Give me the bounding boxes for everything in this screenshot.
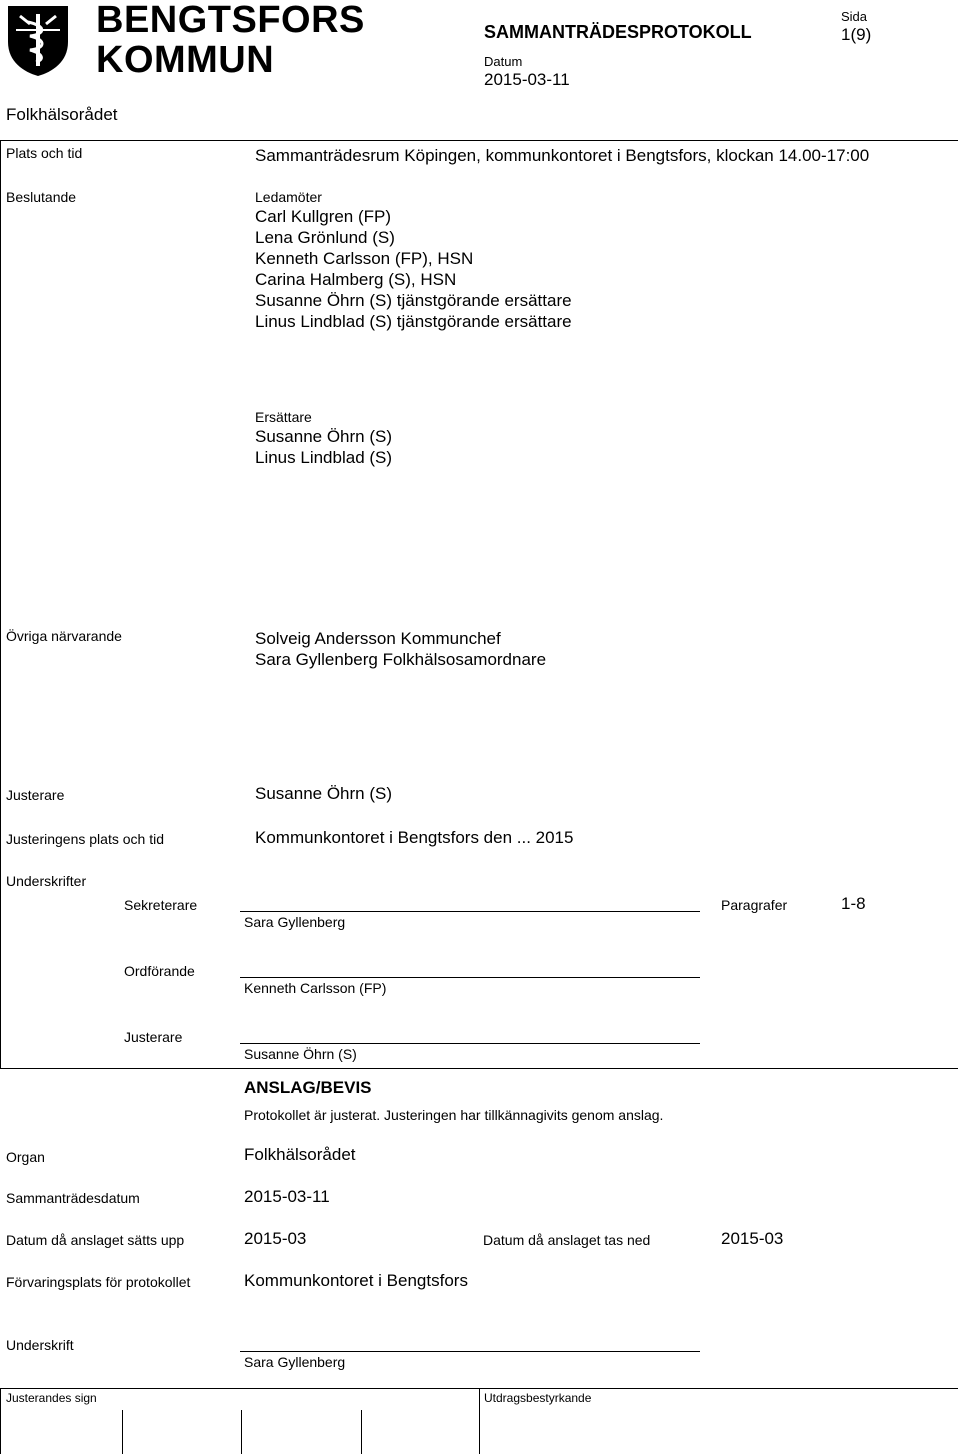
datum-value: 2015-03-11 [484,70,570,89]
ledamot-6: Linus Lindblad (S) tjänstgörande ersättare [255,312,572,331]
organ-value: Folkhälsorådet [244,1145,356,1164]
sign-box-divider-3 [361,1410,362,1454]
justering-value: Kommunkontoret i Bengtsfors den ... 2015 [255,828,574,847]
datum-label: Datum [484,54,523,69]
sammantradesdatum-label: Sammanträdesdatum [6,1190,140,1206]
logo-line-1: BENGTSFORS [96,0,365,41]
underskrift-label: Underskrift [6,1337,74,1353]
ordforande-signature-line [240,977,700,978]
sekreterare-label: Sekreterare [124,897,198,913]
ersattare-2: Linus Lindblad (S) [255,448,393,467]
justerare-name: Susanne Öhrn (S) [244,1046,357,1062]
forvaring-value: Kommunkontoret i Bengtsfors [244,1271,468,1290]
anslag-top-rule [0,1068,958,1069]
footer-left-line [0,1388,1,1454]
sekreterare-signature-line [240,911,700,912]
sida-value: 1(9) [841,25,872,44]
underskrift-signature-line [240,1351,700,1352]
ledamoter-heading: Ledamöter [255,189,322,205]
ned-value: 2015-03 [721,1229,784,1248]
plats-label: Plats och tid [6,145,83,161]
ledamot-2: Lena Grönlund (S) [255,228,395,247]
ned-label: Datum då anslaget tas ned [483,1232,651,1248]
forvaring-label: Förvaringsplats för protokollet [6,1274,191,1290]
paragrafer-label: Paragrafer [721,897,788,913]
beslutande-label: Beslutande [6,189,77,205]
ersattare-1: Susanne Öhrn (S) [255,427,393,446]
ledamot-1: Carl Kullgren (FP) [255,207,392,226]
logo-line-2: KOMMUN [96,39,275,81]
upp-value: 2015-03 [244,1229,307,1248]
sekreterare-name: Sara Gyllenberg [244,914,346,930]
left-frame-line [0,140,1,1068]
sida-label: Sida [841,9,868,24]
organ-label: Organ [6,1149,45,1165]
underskrifter-label: Underskrifter [6,873,87,889]
footer-middle-line [479,1388,480,1454]
ovriga-label: Övriga närvarande [6,628,122,644]
ordforande-name: Kenneth Carlsson (FP) [244,980,387,996]
justerandes-sign-label: Justerandes sign [6,1391,97,1405]
ledamot-4: Carina Halmberg (S), HSN [255,270,457,289]
anslag-title: ANSLAG/BEVIS [244,1078,372,1097]
header-rule [0,140,958,141]
ledamot-3: Kenneth Carlsson (FP), HSN [255,249,474,268]
coat-of-arms-icon [6,4,70,78]
ordforande-label: Ordförande [124,963,195,979]
utdragsbestyrkande-label: Utdragsbestyrkande [484,1391,592,1405]
underskrift-name: Sara Gyllenberg [244,1354,346,1370]
sign-justerare-label: Justerare [124,1029,183,1045]
sammantradesdatum-value: 2015-03-11 [244,1187,330,1206]
justering-label: Justeringens plats och tid [6,831,164,847]
ersattare-heading: Ersättare [255,409,312,425]
justerare-signature-line [240,1043,700,1044]
ovriga-2: Sara Gyllenberg Folkhälsosamordnare [255,650,547,669]
plats-value: Sammanträdesrum Köpingen, kommunkontoret i Bengtsfors, klockan 14.00-17:00 [255,146,870,165]
sign-box-divider-1 [122,1410,123,1454]
paragrafer-value: 1-8 [841,894,866,913]
document-title: SAMMANTRÄDESPROTOKOLL [484,22,752,42]
ledamot-5: Susanne Öhrn (S) tjänstgörande ersättare [255,291,572,310]
justerare-value: Susanne Öhrn (S) [255,784,393,803]
anslag-text: Protokollet är justerat. Justeringen har tillkännagivits genom anslag. [244,1107,664,1123]
upp-label: Datum då anslaget sätts upp [6,1232,185,1248]
ovriga-1: Solveig Andersson Kommunchef [255,629,501,648]
justerare-label: Justerare [6,787,65,803]
sign-box-divider-2 [241,1410,242,1454]
organ-name: Folkhälsorådet [6,105,118,124]
